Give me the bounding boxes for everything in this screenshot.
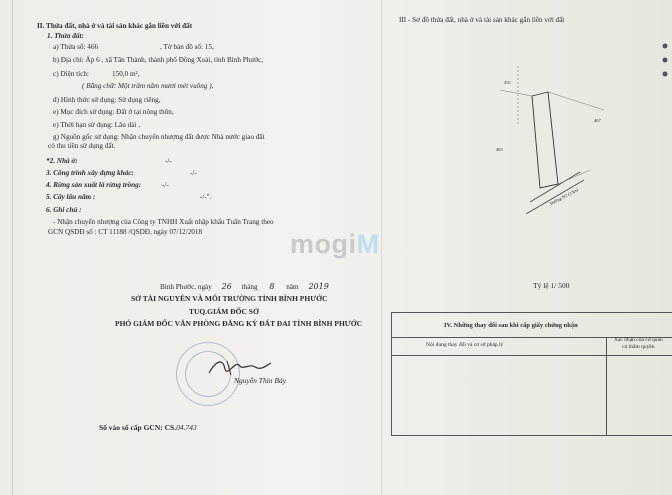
col-confirm-header	[614, 337, 663, 351]
col-confirm-line-2: có thẩm quyền	[622, 344, 655, 350]
house-value: -/-	[165, 157, 172, 165]
note-line-1: - Nhận chuyển nhượng của Công ty TNHH Xuất nhập khẩu Tuấn Trang theo	[53, 218, 274, 226]
date-year-label: năm	[286, 283, 299, 291]
col-content-header: Nội dung thay đổi và cơ sở pháp lý	[426, 342, 504, 348]
origin-line-1: g) Nguồn gốc sử dụng: Nhận chuyển nhượng đất được Nhà nước giao đất	[53, 133, 265, 141]
construction-label: 3. Công trình xây dựng khác:	[46, 169, 134, 177]
forest-label: 4. Rừng sản xuất là rừng trồng:	[46, 181, 142, 189]
section-ii-title: II. Thửa đất, nhà ở và tài sản khác gắn liền với đất	[37, 22, 193, 30]
binder-holes	[657, 40, 672, 80]
tuq-title: TUQ.GIÁM ĐỐC SỞ	[189, 307, 259, 316]
table-divider	[606, 337, 607, 435]
date-prefix: Bình Phước, ngày	[160, 283, 212, 291]
area-label: c) Diện tích:	[53, 70, 89, 78]
date-line	[160, 282, 329, 292]
mogi-watermark	[290, 229, 380, 260]
house-label: *2. Nhà ở:	[46, 157, 78, 165]
deputy-title: PHÓ GIÁM ĐỐC VĂN PHÒNG ĐĂNG KÝ ĐẤT ĐAI TỈNH BÌNH PHƯỚC	[115, 319, 363, 328]
cert-number: 04.743	[176, 423, 197, 432]
use-term: e) Thời hạn sử dụng: Lâu dài ,	[53, 121, 141, 129]
land-header: 1. Thửa đất:	[47, 32, 84, 40]
col-confirm-line-1: Xác nhận của cơ quan	[614, 337, 663, 343]
page-fold	[381, 0, 383, 495]
watermark-text: mogi	[290, 229, 357, 259]
date-year: 2019	[308, 282, 329, 291]
neighbor-left: 465	[496, 147, 503, 152]
changes-table-subheader	[392, 337, 672, 356]
origin-line-2: có thu tiền sử dụng đất.	[48, 142, 116, 150]
scale-label: Tỷ lệ 1/ 500	[533, 281, 570, 290]
changes-table-header	[392, 313, 672, 338]
perennial-value: -/-".	[200, 193, 212, 201]
notes-label: 6. Ghi chú :	[46, 206, 82, 214]
section-iii-title: III - Sơ đồ thửa đất, nhà ở và tài sản khác gắn liền với đất	[399, 16, 565, 24]
perennial-label: 5. Cây lâu năm :	[46, 193, 96, 201]
agency-name: SỞ TÀI NGUYÊN VÀ MÔI TRƯỜNG TỈNH BÌNH PHƯỚC	[131, 294, 328, 303]
address: b) Địa chỉ: Ấp 6 , xã Tân Thành, thành phố Đồng Xoài, tỉnh Bình Phước,	[53, 56, 264, 64]
use-purpose: e) Mục đích sử dụng: Đất ở tại nông thôn,	[53, 108, 174, 116]
cert-number-prefix: Số vào sổ cấp GCN: CS.	[99, 423, 177, 432]
neighbor-right: 467	[594, 118, 601, 123]
page-edge-line	[12, 0, 13, 495]
area-in-words: ( Bằng chữ: Một trăm năm mươi mét vuông ),	[82, 82, 214, 90]
parcel-diagram	[480, 66, 620, 216]
cert-number-label	[99, 423, 197, 432]
area-value: 150,0 m²,	[112, 70, 140, 78]
map-sheet: , Tờ bản đồ số: 15,	[160, 43, 214, 51]
forest-value: -/-	[162, 181, 169, 189]
changes-table	[391, 312, 672, 436]
date-month: 8	[269, 282, 275, 291]
construction-value: -/-	[190, 169, 197, 177]
date-month-label: tháng	[241, 283, 258, 291]
changes-table-title: IV. Những thay đổi sau khi cấp giấy chứng nhận	[444, 322, 578, 329]
date-day: 26	[221, 282, 232, 291]
watermark-logo: M	[356, 229, 380, 259]
neighbor-top: 455	[504, 80, 511, 85]
road-label: Đường N2 (13m)	[548, 187, 579, 207]
note-line-2: GCN QSDĐ số : CT 11188 /QSDĐ, ngày 07/12/2018	[48, 228, 203, 236]
parcel-number: a) Thửa số: 466	[53, 43, 99, 51]
use-form: d) Hình thức sử dụng: Sử dụng riêng,	[53, 96, 161, 104]
signer-name: Nguyễn Thìn Bảy	[234, 376, 287, 385]
